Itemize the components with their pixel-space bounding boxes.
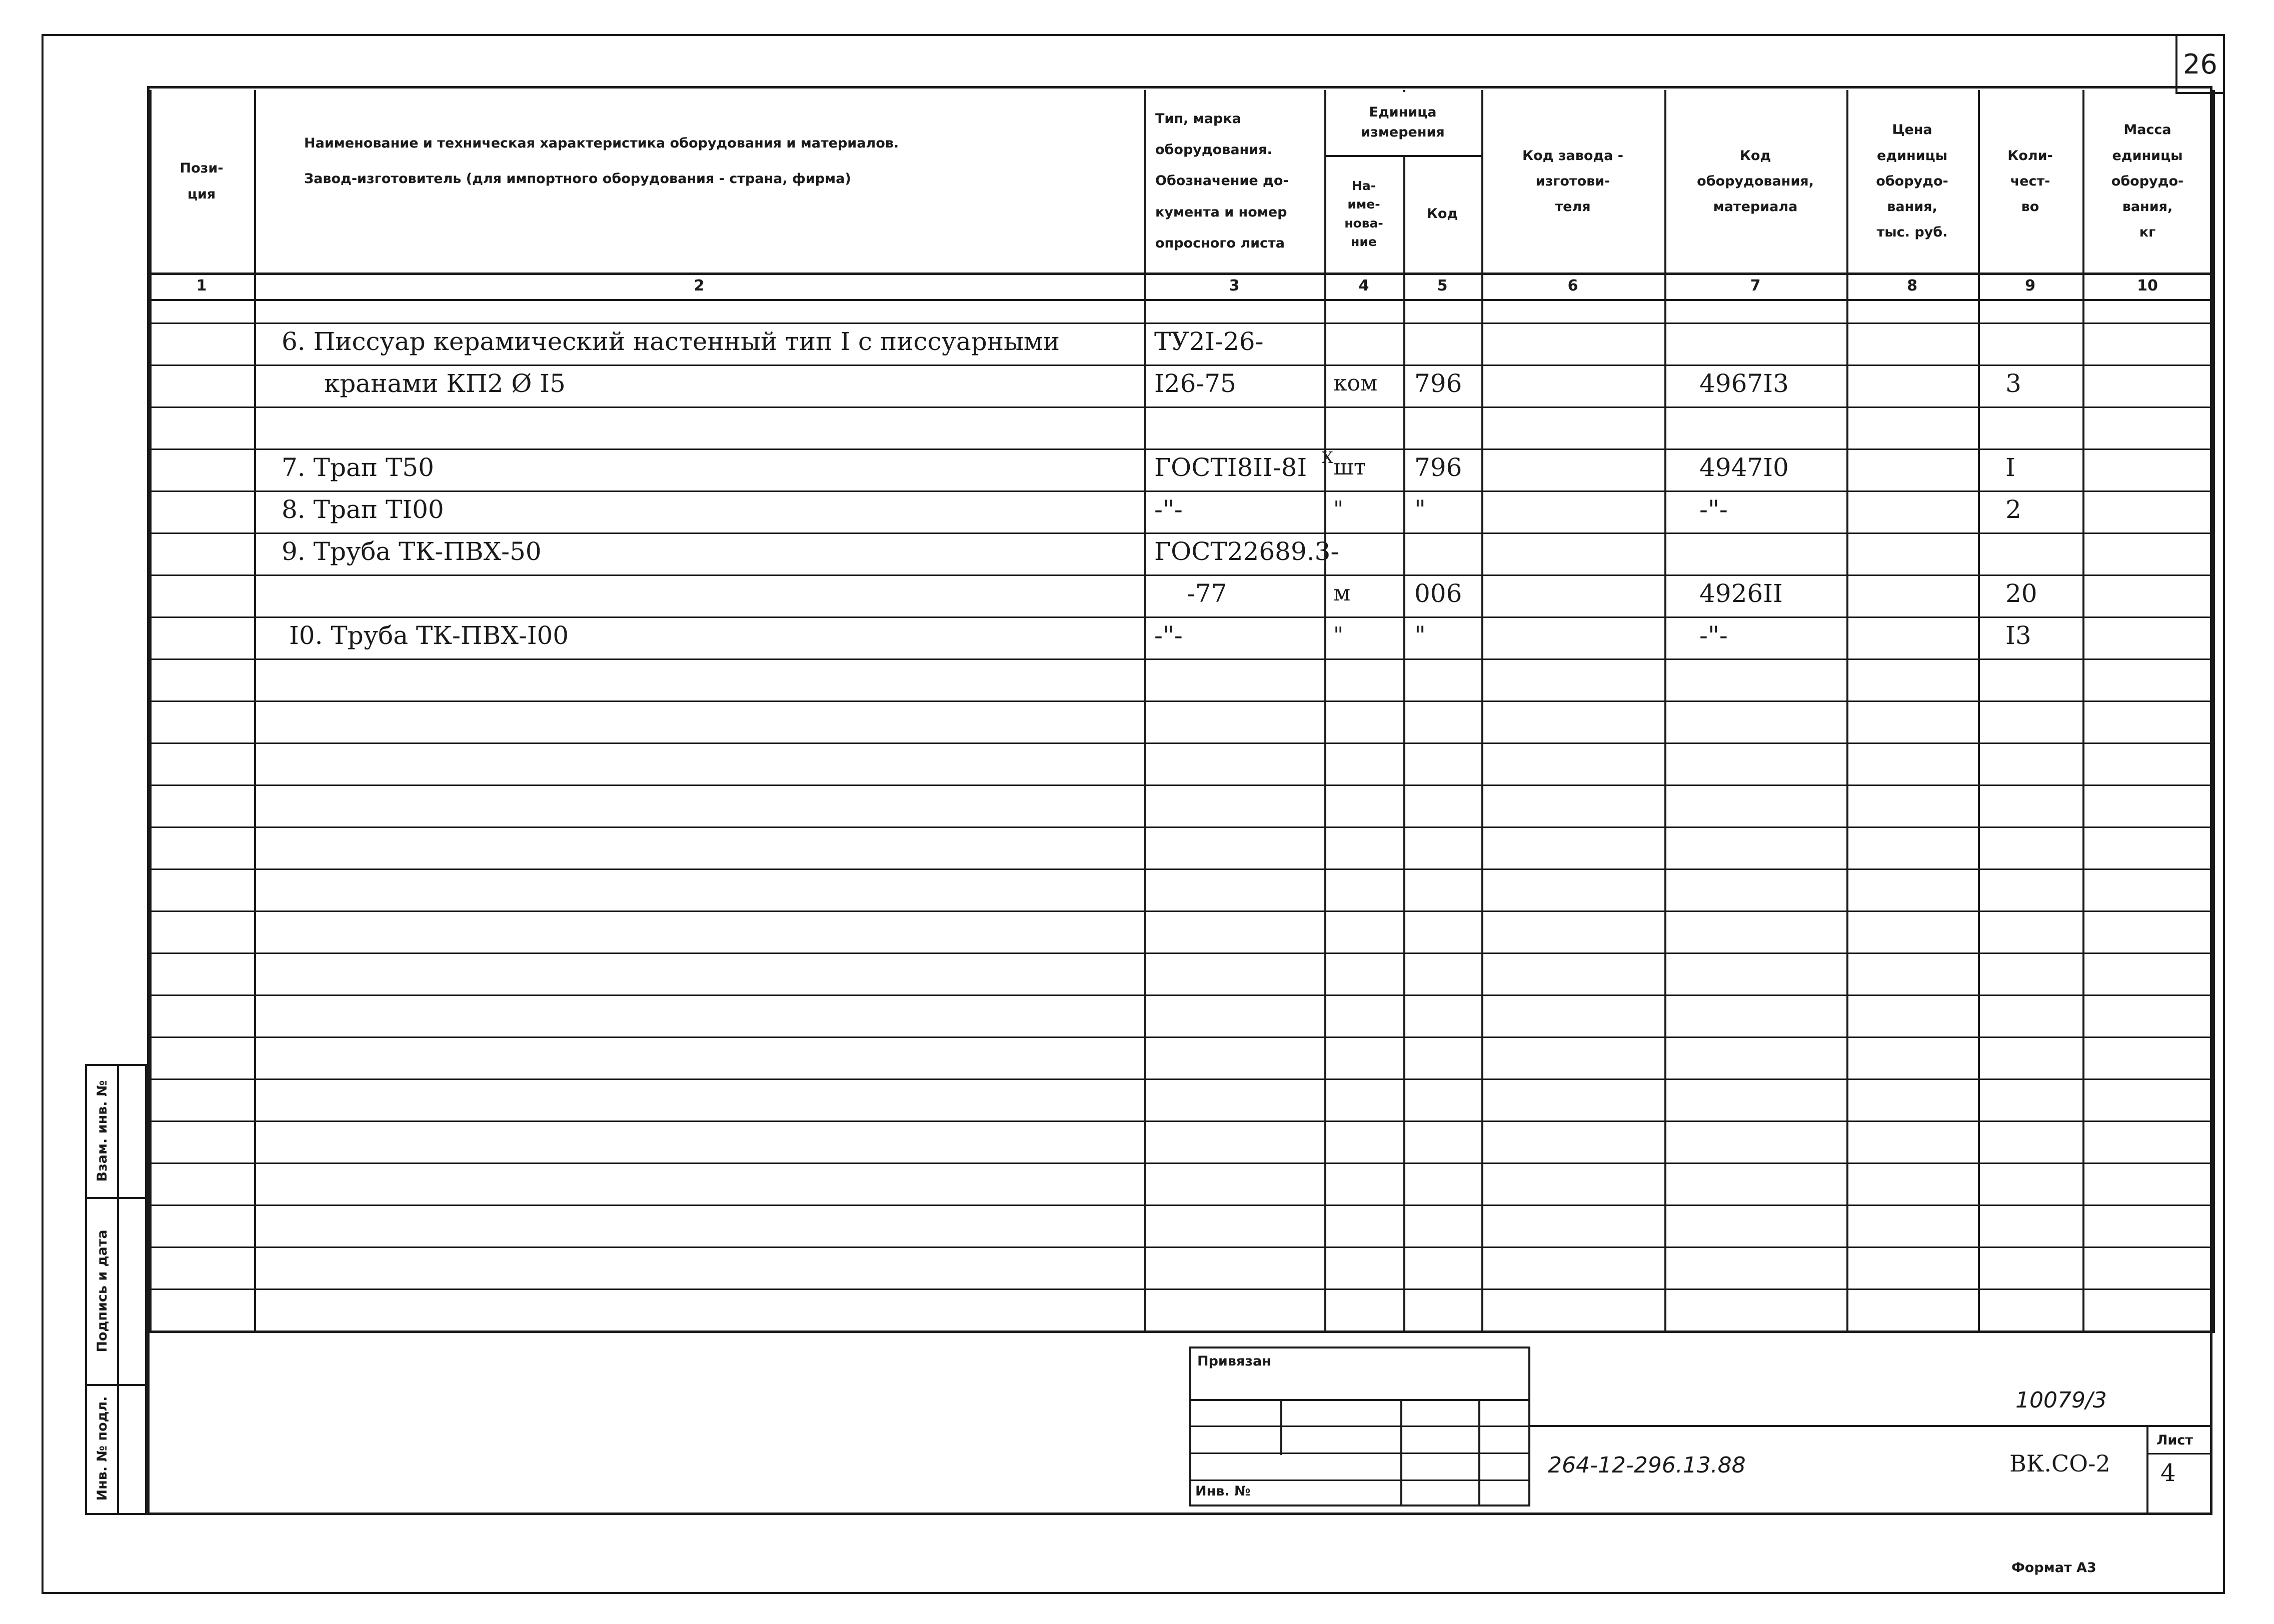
number-row-line (149, 299, 2215, 301)
row-type: -77 (1187, 579, 1227, 608)
row-unit: ком (1333, 370, 1378, 396)
row-material-code: -"- (1699, 495, 1728, 524)
row-type: ТУ2I-26- (1154, 327, 1264, 356)
col-header-7: Код оборудования, материала (1697, 148, 1814, 215)
row-unit-code: " (1414, 495, 1426, 524)
row-line (149, 952, 2215, 954)
row-line (149, 1204, 2215, 1206)
row-name: 9. Труба ТК-ПВХ-50 (282, 537, 542, 566)
row-line (149, 826, 2215, 828)
col-header-9: Коли- чест- во (2007, 148, 2053, 215)
row-name: 7. Трап Т50 (282, 453, 434, 482)
row-type-superscript: X (1322, 448, 1333, 467)
list-label: Лист (2156, 1432, 2193, 1448)
row-quantity: 20 (2005, 579, 2037, 608)
side-stamp (85, 1064, 147, 1515)
row-name: I0. Труба ТК-ПВХ-I00 (289, 621, 569, 650)
row-line (149, 742, 2215, 744)
col-header-3: Тип, марка оборудования. Обозначение до- кумента и номер опросного листа (1155, 111, 1289, 251)
inv-no-label: Инв. № (1195, 1484, 1251, 1499)
row-line (149, 1078, 2215, 1080)
row-quantity: 2 (2005, 495, 2021, 524)
row-line (149, 574, 2215, 576)
unit-group-header: Единица измерения (1361, 104, 1445, 140)
order-number: 10079/3 (2015, 1388, 2107, 1413)
row-line (149, 700, 2215, 702)
row-unit-code: " (1414, 621, 1426, 650)
col-number-10: 10 (2137, 277, 2158, 294)
row-unit: " (1333, 622, 1344, 648)
doc-number: 264-12-296.13.88 (1548, 1452, 1746, 1478)
col-header-8: Цена единицы оборудо- вания, тыс. руб. (1876, 122, 1948, 240)
row-line (149, 1162, 2215, 1164)
row-material-code: 4967I3 (1699, 369, 1789, 398)
col-header-2: Наименование и техническая характеристика оборудования и материалов. Завод-изготовитель (для импортного оборудования - страна, фирма) (304, 136, 899, 186)
row-unit-code: 796 (1414, 369, 1462, 398)
col-number-6: 6 (1567, 277, 1578, 294)
row-type: I26-75 (1154, 369, 1236, 398)
col-header-4: На- име- нова- ние (1344, 178, 1383, 249)
col-number-4: 4 (1358, 277, 1369, 294)
row-quantity: I (2005, 453, 2015, 482)
row-type: -"- (1154, 495, 1183, 524)
table-bottom-line (149, 1330, 2215, 1333)
row-type: ГОСТ22689.3- (1154, 537, 1339, 566)
sheet-number: 26 (2183, 48, 2217, 80)
row-line (149, 1120, 2215, 1122)
col-number-3: 3 (1229, 277, 1240, 294)
row-line (149, 406, 2215, 408)
row-material-code: -"- (1699, 621, 1728, 650)
row-line (149, 994, 2215, 996)
column-divider (2212, 90, 2215, 1330)
col-header-6: Код завода - изготови- теля (1522, 148, 1623, 215)
vzam-inv-label: Взам. инв. № (95, 1080, 110, 1182)
col-number-1: 1 (196, 277, 207, 294)
privyazan-label: Привязан (1197, 1354, 1271, 1369)
row-unit: м (1333, 580, 1351, 606)
row-name: 6. Писсуар керамический настенный тип I с писсуарными (282, 327, 1060, 356)
podpis-data-label: Подпись и дата (95, 1230, 110, 1352)
row-name: 8. Трап ТI00 (282, 495, 444, 524)
row-name: кранами КП2 Ø I5 (324, 369, 566, 398)
row-unit-code: 006 (1414, 579, 1462, 608)
col-header-1: Пози- ция (180, 160, 224, 202)
row-line (149, 1246, 2215, 1248)
col-header-10: Масса единицы оборудо- вания, кг (2111, 122, 2184, 240)
col-number-7: 7 (1750, 277, 1761, 294)
row-line (149, 658, 2215, 660)
col-number-8: 8 (1907, 277, 1917, 294)
title-block (1189, 1346, 1530, 1506)
row-type: -"- (1154, 621, 1183, 650)
row-line (149, 868, 2215, 870)
row-line (149, 1288, 2215, 1290)
format-label: Формат А3 (2011, 1560, 2096, 1576)
row-quantity: 3 (2005, 369, 2021, 398)
row-material-code: 4947I0 (1699, 453, 1789, 482)
row-unit: " (1333, 496, 1344, 522)
row-line (149, 910, 2215, 912)
row-unit-code: 796 (1414, 453, 1462, 482)
col-header-5: Код (1426, 206, 1458, 222)
col-number-9: 9 (2025, 277, 2035, 294)
row-material-code: 4926II (1699, 579, 1783, 608)
col-number-5: 5 (1437, 277, 1448, 294)
list-number: 4 (2160, 1459, 2176, 1487)
row-type: ГОСТI8II-8I (1154, 453, 1307, 482)
row-line (149, 1036, 2215, 1038)
sheet-code: ВК.СО-2 (2009, 1450, 2110, 1477)
row-quantity: I3 (2005, 621, 2031, 650)
row-line (149, 784, 2215, 786)
row-unit: шт (1333, 454, 1366, 480)
col-number-2: 2 (694, 277, 705, 294)
inv-podl-label: Инв. № подл. (95, 1396, 110, 1501)
